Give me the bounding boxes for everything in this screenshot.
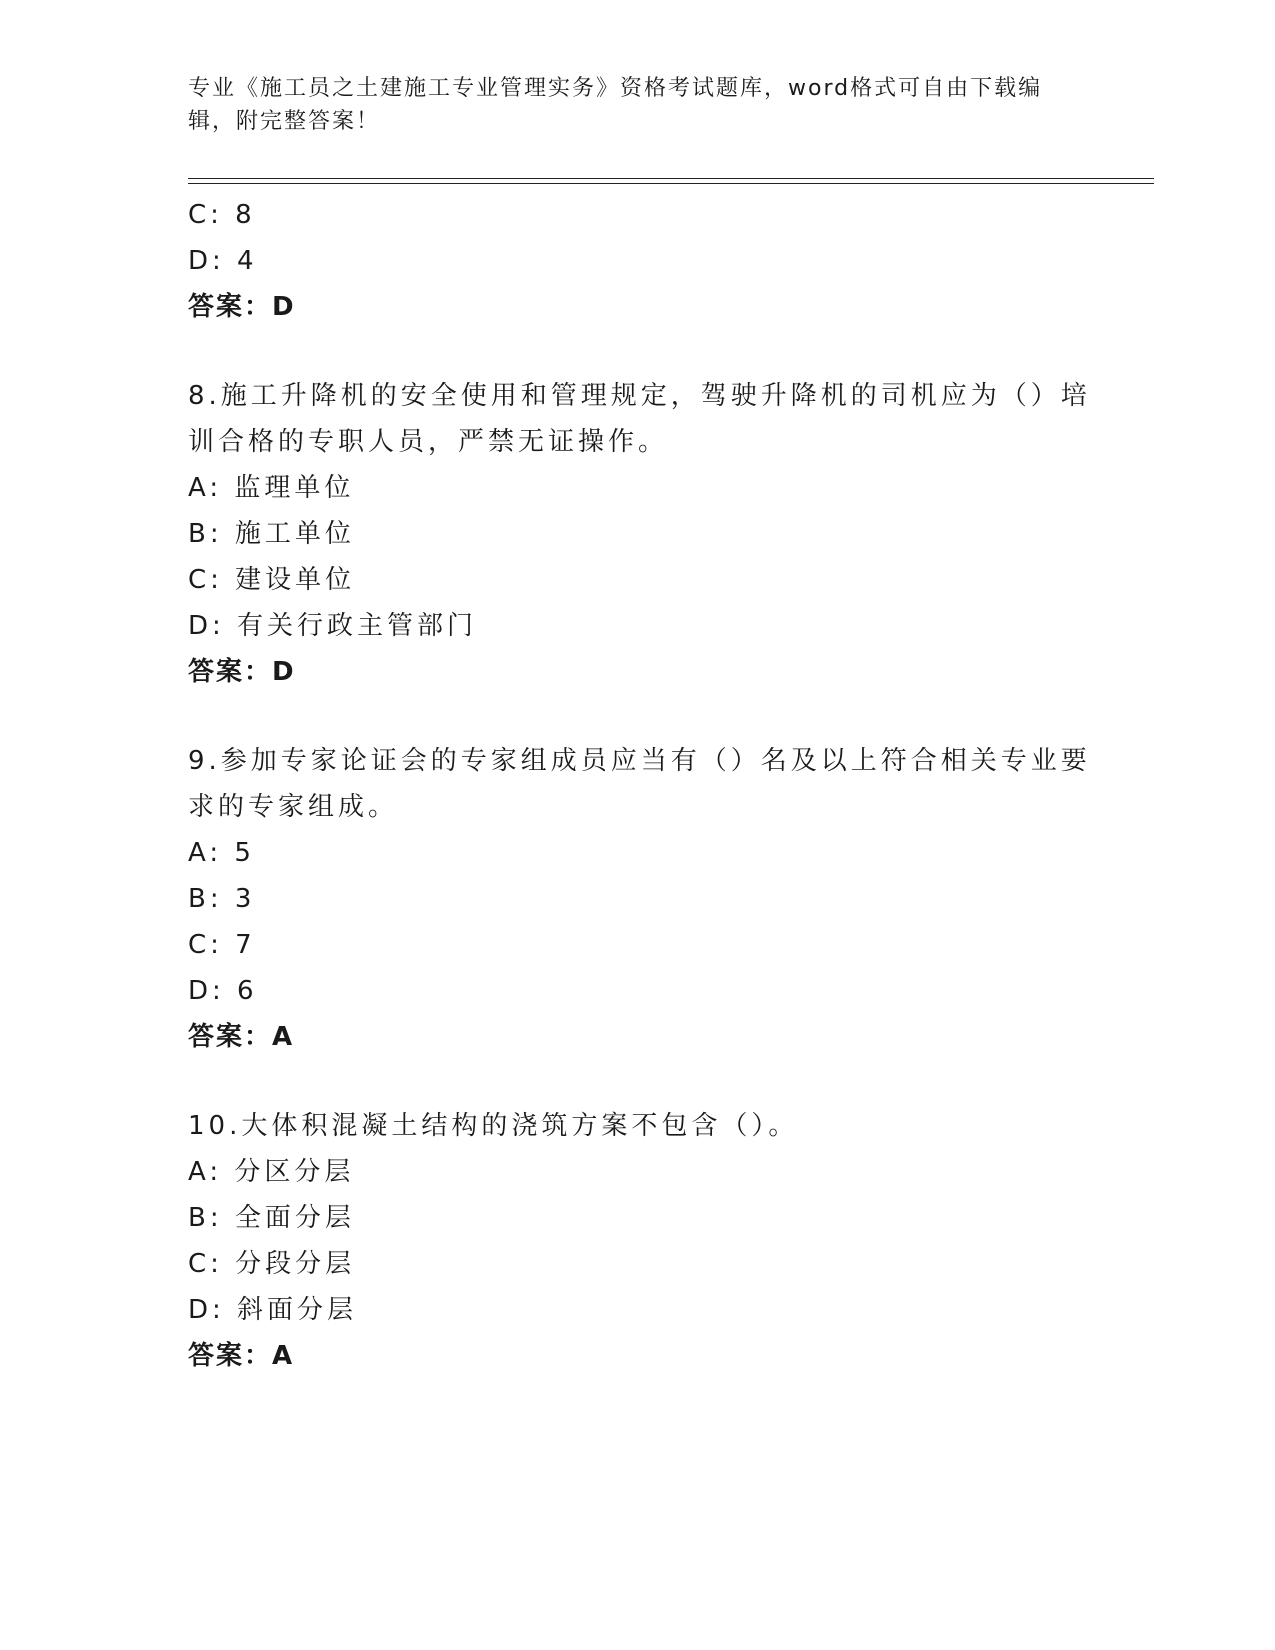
question-stem-line-1: 9.参加专家论证会的专家组成员应当有（）名及以上符合相关专业要 <box>188 746 1091 776</box>
option-c: C: 建设单位 <box>188 565 356 595</box>
option-b: B: 全面分层 <box>188 1203 355 1233</box>
option-b: B: 施工单位 <box>188 519 355 549</box>
header-line-1: 专业《施工员之土建施工专业管理实务》资格考试题库，word格式可自由下载编 <box>188 76 1043 101</box>
answer: 答案：D <box>188 292 296 322</box>
header-divider-top <box>188 178 1154 179</box>
option-b: B: 3 <box>188 884 256 914</box>
option-a: A: 监理单位 <box>188 473 355 503</box>
option-c: C: 7 <box>188 930 256 960</box>
question-8 <box>188 373 1091 695</box>
option-a: A: 5 <box>188 838 255 868</box>
option-c: C: 8 <box>188 200 256 230</box>
question-stem-line-1: 10.大体积混凝土结构的浇筑方案不包含（）。 <box>188 1111 799 1141</box>
option-d: D: 4 <box>188 246 258 276</box>
question-10 <box>188 1103 1068 1379</box>
header-divider-bottom <box>188 183 1154 184</box>
header-line-2: 辑，附完整答案！ <box>188 109 381 134</box>
question-7-tail <box>188 192 1068 330</box>
page-header <box>188 72 1068 138</box>
option-a: A: 分区分层 <box>188 1157 355 1187</box>
question-stem-line-2: 训合格的专职人员，严禁无证操作。 <box>188 427 669 457</box>
answer: 答案：D <box>188 657 296 687</box>
question-9 <box>188 738 1091 1060</box>
answer: 答案：A <box>188 1341 295 1371</box>
answer: 答案：A <box>188 1022 295 1052</box>
question-list <box>188 192 1091 1379</box>
question-stem-line-2: 求的专家组成。 <box>188 792 399 822</box>
option-d: D: 有关行政主管部门 <box>188 611 478 641</box>
question-stem-line-1: 8.施工升降机的安全使用和管理规定，驾驶升降机的司机应为（）培 <box>188 381 1091 411</box>
option-c: C: 分段分层 <box>188 1249 356 1279</box>
option-d: D: 斜面分层 <box>188 1295 358 1325</box>
option-d: D: 6 <box>188 976 258 1006</box>
